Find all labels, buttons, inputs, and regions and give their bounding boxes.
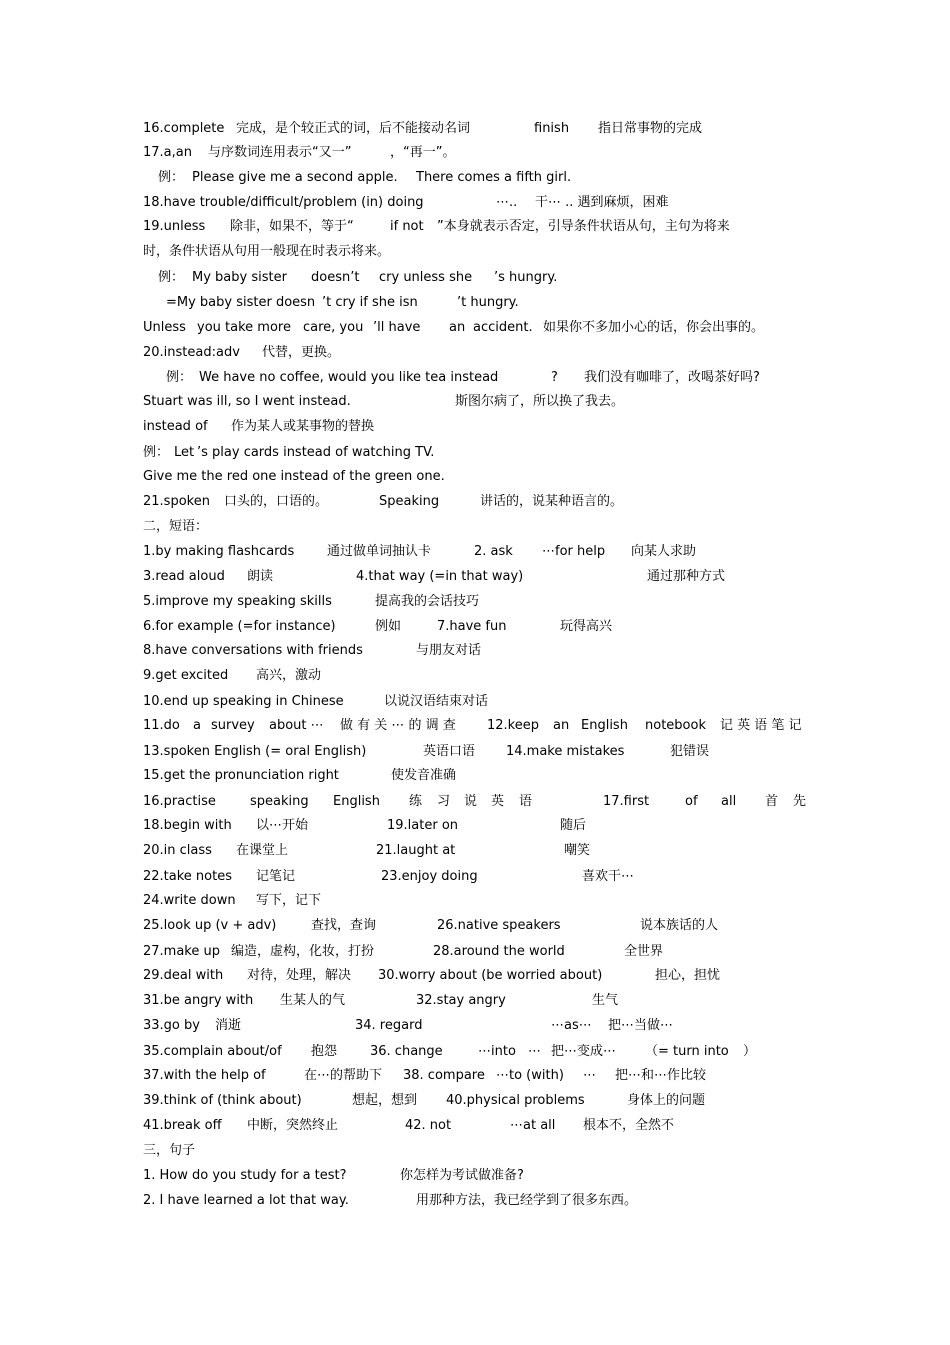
text-line — [0, 445, 950, 461]
text-segment: 把⋯当做⋯ — [608, 1018, 674, 1033]
text-segment: 消逝 — [215, 1018, 242, 1033]
text-segment: 1.by making flashcards — [143, 544, 295, 559]
text-segment: 10.end up speaking in Chinese — [143, 694, 344, 709]
text-line — [0, 370, 950, 386]
text-segment: 2. ask — [474, 544, 513, 559]
text-line — [0, 718, 950, 734]
text-segment: Give me the red one instead of the green one. — [143, 469, 445, 484]
text-segment: 向某人求助 — [631, 544, 697, 559]
text-segment: 12.keep — [487, 718, 539, 733]
text-line — [0, 195, 950, 211]
text-line — [0, 1044, 950, 1060]
text-segment: 生某人的气 — [280, 993, 346, 1008]
text-segment: 记笔记 — [256, 869, 296, 884]
text-segment: 35.complain about/of — [143, 1044, 282, 1059]
text-segment: 提高我的会话技巧 — [375, 594, 480, 609]
text-segment: 做 有 关 ⋯ 的 调 查 — [340, 718, 456, 733]
text-segment: 对待，处理，解决 — [247, 968, 352, 983]
text-segment: 二，短语： — [143, 519, 209, 534]
text-segment: 28.around the world — [433, 944, 565, 959]
text-segment: of — [685, 794, 698, 809]
text-line — [0, 668, 950, 684]
text-segment: ’s hungry. — [494, 270, 558, 285]
text-segment: ⋯as⋯ — [551, 1018, 592, 1033]
text-segment: 记 英 语 笔 记 — [720, 718, 802, 733]
text-segment: 身体上的问题 — [627, 1093, 706, 1108]
text-segment: 担心，担忧 — [655, 968, 721, 983]
text-line — [0, 244, 950, 260]
text-line — [0, 170, 950, 186]
text-segment: 25.look up (v + adv) — [143, 918, 277, 933]
text-segment: if not — [390, 219, 424, 234]
text-line — [0, 1143, 950, 1159]
text-segment: 语 — [519, 794, 533, 809]
text-segment: 19.later on — [387, 818, 459, 833]
text-segment: 讲话的，说某种语言的。 — [480, 494, 624, 509]
text-segment: 斯图尔病了，所以换了我去。 — [455, 394, 625, 409]
text-segment: 英语口语 — [423, 744, 476, 759]
text-segment: 全世界 — [624, 944, 664, 959]
text-segment: ’t hungry. — [457, 295, 519, 310]
text-segment: ⋯.. — [496, 195, 518, 210]
text-line — [0, 121, 950, 137]
text-segment: ⋯into — [478, 1044, 516, 1059]
text-segment: 时，条件状语从句用一般现在时表示将来。 — [143, 244, 391, 259]
text-line — [0, 869, 950, 885]
text-segment: 生气 — [592, 993, 619, 1008]
text-line — [0, 270, 950, 286]
text-line — [0, 1118, 950, 1134]
text-segment: ? — [551, 370, 558, 385]
text-segment: 18.have trouble/difficult/problem (in) doing — [143, 195, 424, 210]
text-segment: notebook — [645, 718, 706, 733]
text-segment: 41.break off — [143, 1118, 222, 1133]
text-segment: 口头的，口语的。 — [224, 494, 329, 509]
text-segment: survey — [211, 718, 255, 733]
text-line — [0, 569, 950, 585]
text-line — [0, 843, 950, 859]
text-line — [0, 794, 950, 810]
text-segment: My baby sister — [192, 270, 287, 285]
text-segment: 与朋友对话 — [416, 643, 482, 658]
text-segment: 与序数词连用表示“又一” — [208, 145, 352, 160]
text-segment: 代替，更换。 — [262, 345, 341, 360]
text-segment: 习 — [437, 794, 451, 809]
text-line — [0, 968, 950, 984]
text-segment: 随后 — [560, 818, 587, 833]
text-segment: 查找，查询 — [311, 918, 377, 933]
text-segment: 19.unless — [143, 219, 206, 234]
text-segment: 作为某人或某事物的替换 — [231, 419, 375, 434]
text-segment: 27.make up — [143, 944, 220, 959]
text-segment: 抱怨 — [311, 1044, 338, 1059]
text-segment: care, you — [303, 320, 364, 335]
text-segment: 38. compare — [403, 1068, 485, 1083]
text-line — [0, 345, 950, 361]
text-segment: 21.laught at — [376, 843, 456, 858]
text-segment: 42. not — [405, 1118, 452, 1133]
text-segment: There comes a fifth girl. — [416, 170, 572, 185]
text-segment: 喜欢干⋯ — [582, 869, 635, 884]
text-line — [0, 744, 950, 760]
text-line — [0, 145, 950, 161]
text-segment: 32.stay angry — [416, 993, 506, 1008]
text-segment: 1. How do you study for a test? — [143, 1168, 347, 1183]
text-segment: ⋯for help — [542, 544, 606, 559]
text-segment: 说 — [464, 794, 478, 809]
text-segment: ’t cry if she isn — [322, 295, 418, 310]
text-segment: 13.spoken English (= oral English) — [143, 744, 367, 759]
text-segment: 例： — [143, 445, 170, 460]
text-segment: 把⋯变成⋯ — [551, 1044, 617, 1059]
text-segment: 使发音准确 — [391, 768, 457, 783]
text-segment: 4.that way (=in that way) — [356, 569, 524, 584]
text-segment: 例如 — [375, 619, 402, 634]
text-segment: 首 — [765, 794, 779, 809]
text-segment: 5.improve my speaking skills — [143, 594, 332, 609]
text-line — [0, 469, 950, 485]
text-segment: 想起，想到 — [352, 1093, 418, 1108]
text-segment: ，“再一”。 — [390, 145, 456, 160]
text-segment: 23.enjoy doing — [381, 869, 478, 884]
text-segment: 37.with the help of — [143, 1068, 266, 1083]
text-segment: ⋯ — [528, 1044, 541, 1059]
text-segment: 完成，是个较正式的词，后不能接动名词 — [236, 121, 471, 136]
text-line — [0, 1093, 950, 1109]
text-line — [0, 419, 950, 435]
text-segment: 朗读 — [247, 569, 274, 584]
text-segment: ⋯ — [583, 1068, 596, 1083]
text-line — [0, 519, 950, 535]
text-segment: 8.have conversations with friends — [143, 643, 363, 658]
text-segment: 嘲笑 — [564, 843, 591, 858]
text-segment: 干⋯ .. 遇到麻烦，困难 — [535, 195, 669, 210]
text-line — [0, 1193, 950, 1209]
text-segment: 21.spoken — [143, 494, 210, 509]
text-line — [0, 219, 950, 235]
text-line — [0, 694, 950, 710]
text-segment: 你怎样为考试做准备? — [400, 1168, 524, 1183]
text-segment: 36. change — [370, 1044, 443, 1059]
text-line — [0, 1168, 950, 1184]
text-segment: We have no coffee, would you like tea instead — [199, 370, 499, 385]
text-segment: 说本族话的人 — [640, 918, 719, 933]
text-line — [0, 768, 950, 784]
text-segment: Unless — [143, 320, 186, 335]
text-segment: ） — [743, 1044, 757, 1059]
text-segment: Speaking — [379, 494, 440, 509]
text-line — [0, 1018, 950, 1034]
text-line — [0, 394, 950, 410]
text-segment: English — [333, 794, 380, 809]
text-segment: an — [553, 718, 570, 733]
text-segment: 以⋯开始 — [256, 818, 309, 833]
text-segment: 11.do — [143, 718, 180, 733]
text-line — [0, 944, 950, 960]
text-segment: 17.a,an — [143, 145, 192, 160]
text-segment: instead of — [143, 419, 208, 434]
text-segment: 在⋯的帮助下 — [304, 1068, 383, 1083]
text-segment: 16.complete — [143, 121, 225, 136]
text-segment: 编造，虚构，化妆，打扮 — [231, 944, 375, 959]
text-segment: 例： — [158, 170, 185, 185]
text-segment: 18.begin with — [143, 818, 232, 833]
text-segment: Stuart was ill, so I went instead. — [143, 394, 351, 409]
text-line — [0, 993, 950, 1009]
text-segment: 7.have fun — [437, 619, 507, 634]
text-segment: you take more — [197, 320, 291, 335]
text-segment: 6.for example (=for instance) — [143, 619, 336, 634]
text-line — [0, 918, 950, 934]
text-segment: 在课堂上 — [236, 843, 289, 858]
text-segment: accident. — [473, 320, 533, 335]
text-segment: English — [581, 718, 628, 733]
text-segment: 三，句子 — [143, 1143, 196, 1158]
text-segment: 指日常事物的完成 — [598, 121, 703, 136]
text-segment: 22.take notes — [143, 869, 232, 884]
text-line — [0, 818, 950, 834]
text-line — [0, 643, 950, 659]
text-segment: ’s play cards instead of watching TV. — [197, 445, 435, 460]
text-segment: cry unless she — [379, 270, 473, 285]
text-segment: 例： — [166, 370, 193, 385]
text-segment: doesn’t — [311, 270, 360, 285]
text-line — [0, 594, 950, 610]
text-segment: 16.practise — [143, 794, 216, 809]
text-segment: 玩得高兴 — [560, 619, 613, 634]
text-segment: 除非，如果不，等于“ — [230, 219, 354, 234]
text-segment: a — [193, 718, 201, 733]
text-line — [0, 295, 950, 311]
text-segment: =My baby sister doesn — [166, 295, 316, 310]
text-segment: 39.think of (think about) — [143, 1093, 302, 1108]
text-segment: 33.go by — [143, 1018, 200, 1033]
text-segment: 以说汉语结束对话 — [384, 694, 489, 709]
text-segment: 犯错误 — [670, 744, 710, 759]
text-segment: 写下，记下 — [256, 893, 322, 908]
text-segment: 15.get the pronunciation right — [143, 768, 339, 783]
text-segment: 我们没有咖啡了，改喝茶好吗? — [584, 370, 760, 385]
text-segment: 20.in class — [143, 843, 212, 858]
text-line — [0, 544, 950, 560]
text-segment: 17.first — [603, 794, 650, 809]
text-segment: 通过那种方式 — [647, 569, 726, 584]
text-segment: Please give me a second apple. — [192, 170, 398, 185]
text-line — [0, 320, 950, 336]
text-segment: 高兴，激动 — [256, 668, 322, 683]
text-segment: 29.deal with — [143, 968, 224, 983]
text-segment: ”本身就表示否定，引导条件状语从句，主句为将来 — [437, 219, 730, 234]
text-segment: 根本不，全然不 — [583, 1118, 675, 1133]
text-line — [0, 893, 950, 909]
text-segment: 20.instead:adv — [143, 345, 240, 360]
text-segment: 如果你不多加小心的话，你会出事的。 — [543, 320, 765, 335]
text-segment: 3.read aloud — [143, 569, 225, 584]
text-line — [0, 1068, 950, 1084]
text-segment: ⋯to (with) — [496, 1068, 564, 1083]
text-segment: 14.make mistakes — [506, 744, 625, 759]
text-segment: 31.be angry with — [143, 993, 254, 1008]
text-segment: an — [449, 320, 466, 335]
text-segment: 用那种方法，我已经学到了很多东西。 — [416, 1193, 638, 1208]
text-segment: 24.write down — [143, 893, 236, 908]
text-segment: finish — [534, 121, 570, 136]
text-segment: 40.physical problems — [446, 1093, 585, 1108]
text-segment: ⋯at all — [510, 1118, 556, 1133]
text-segment: 34. regard — [355, 1018, 423, 1033]
text-line — [0, 619, 950, 635]
text-segment: speaking — [250, 794, 309, 809]
text-segment: 30.worry about (be worried about) — [378, 968, 603, 983]
text-segment: Let — [174, 445, 195, 460]
text-segment: ’ll have — [373, 320, 421, 335]
text-segment: 先 — [793, 794, 807, 809]
text-segment: 9.get excited — [143, 668, 229, 683]
text-segment: 26.native speakers — [437, 918, 561, 933]
text-segment: all — [721, 794, 737, 809]
text-segment: 把⋯和⋯作比较 — [615, 1068, 707, 1083]
text-segment: （= turn into — [645, 1044, 729, 1059]
text-segment: about ⋯ — [269, 718, 324, 733]
text-segment: 例： — [158, 270, 185, 285]
text-segment: 通过做单词抽认卡 — [327, 544, 432, 559]
text-segment: 练 — [409, 794, 423, 809]
text-segment: 中断，突然终止 — [247, 1118, 339, 1133]
text-segment: 2. I have learned a lot that way. — [143, 1193, 349, 1208]
text-segment: 英 — [491, 794, 505, 809]
text-line — [0, 494, 950, 510]
